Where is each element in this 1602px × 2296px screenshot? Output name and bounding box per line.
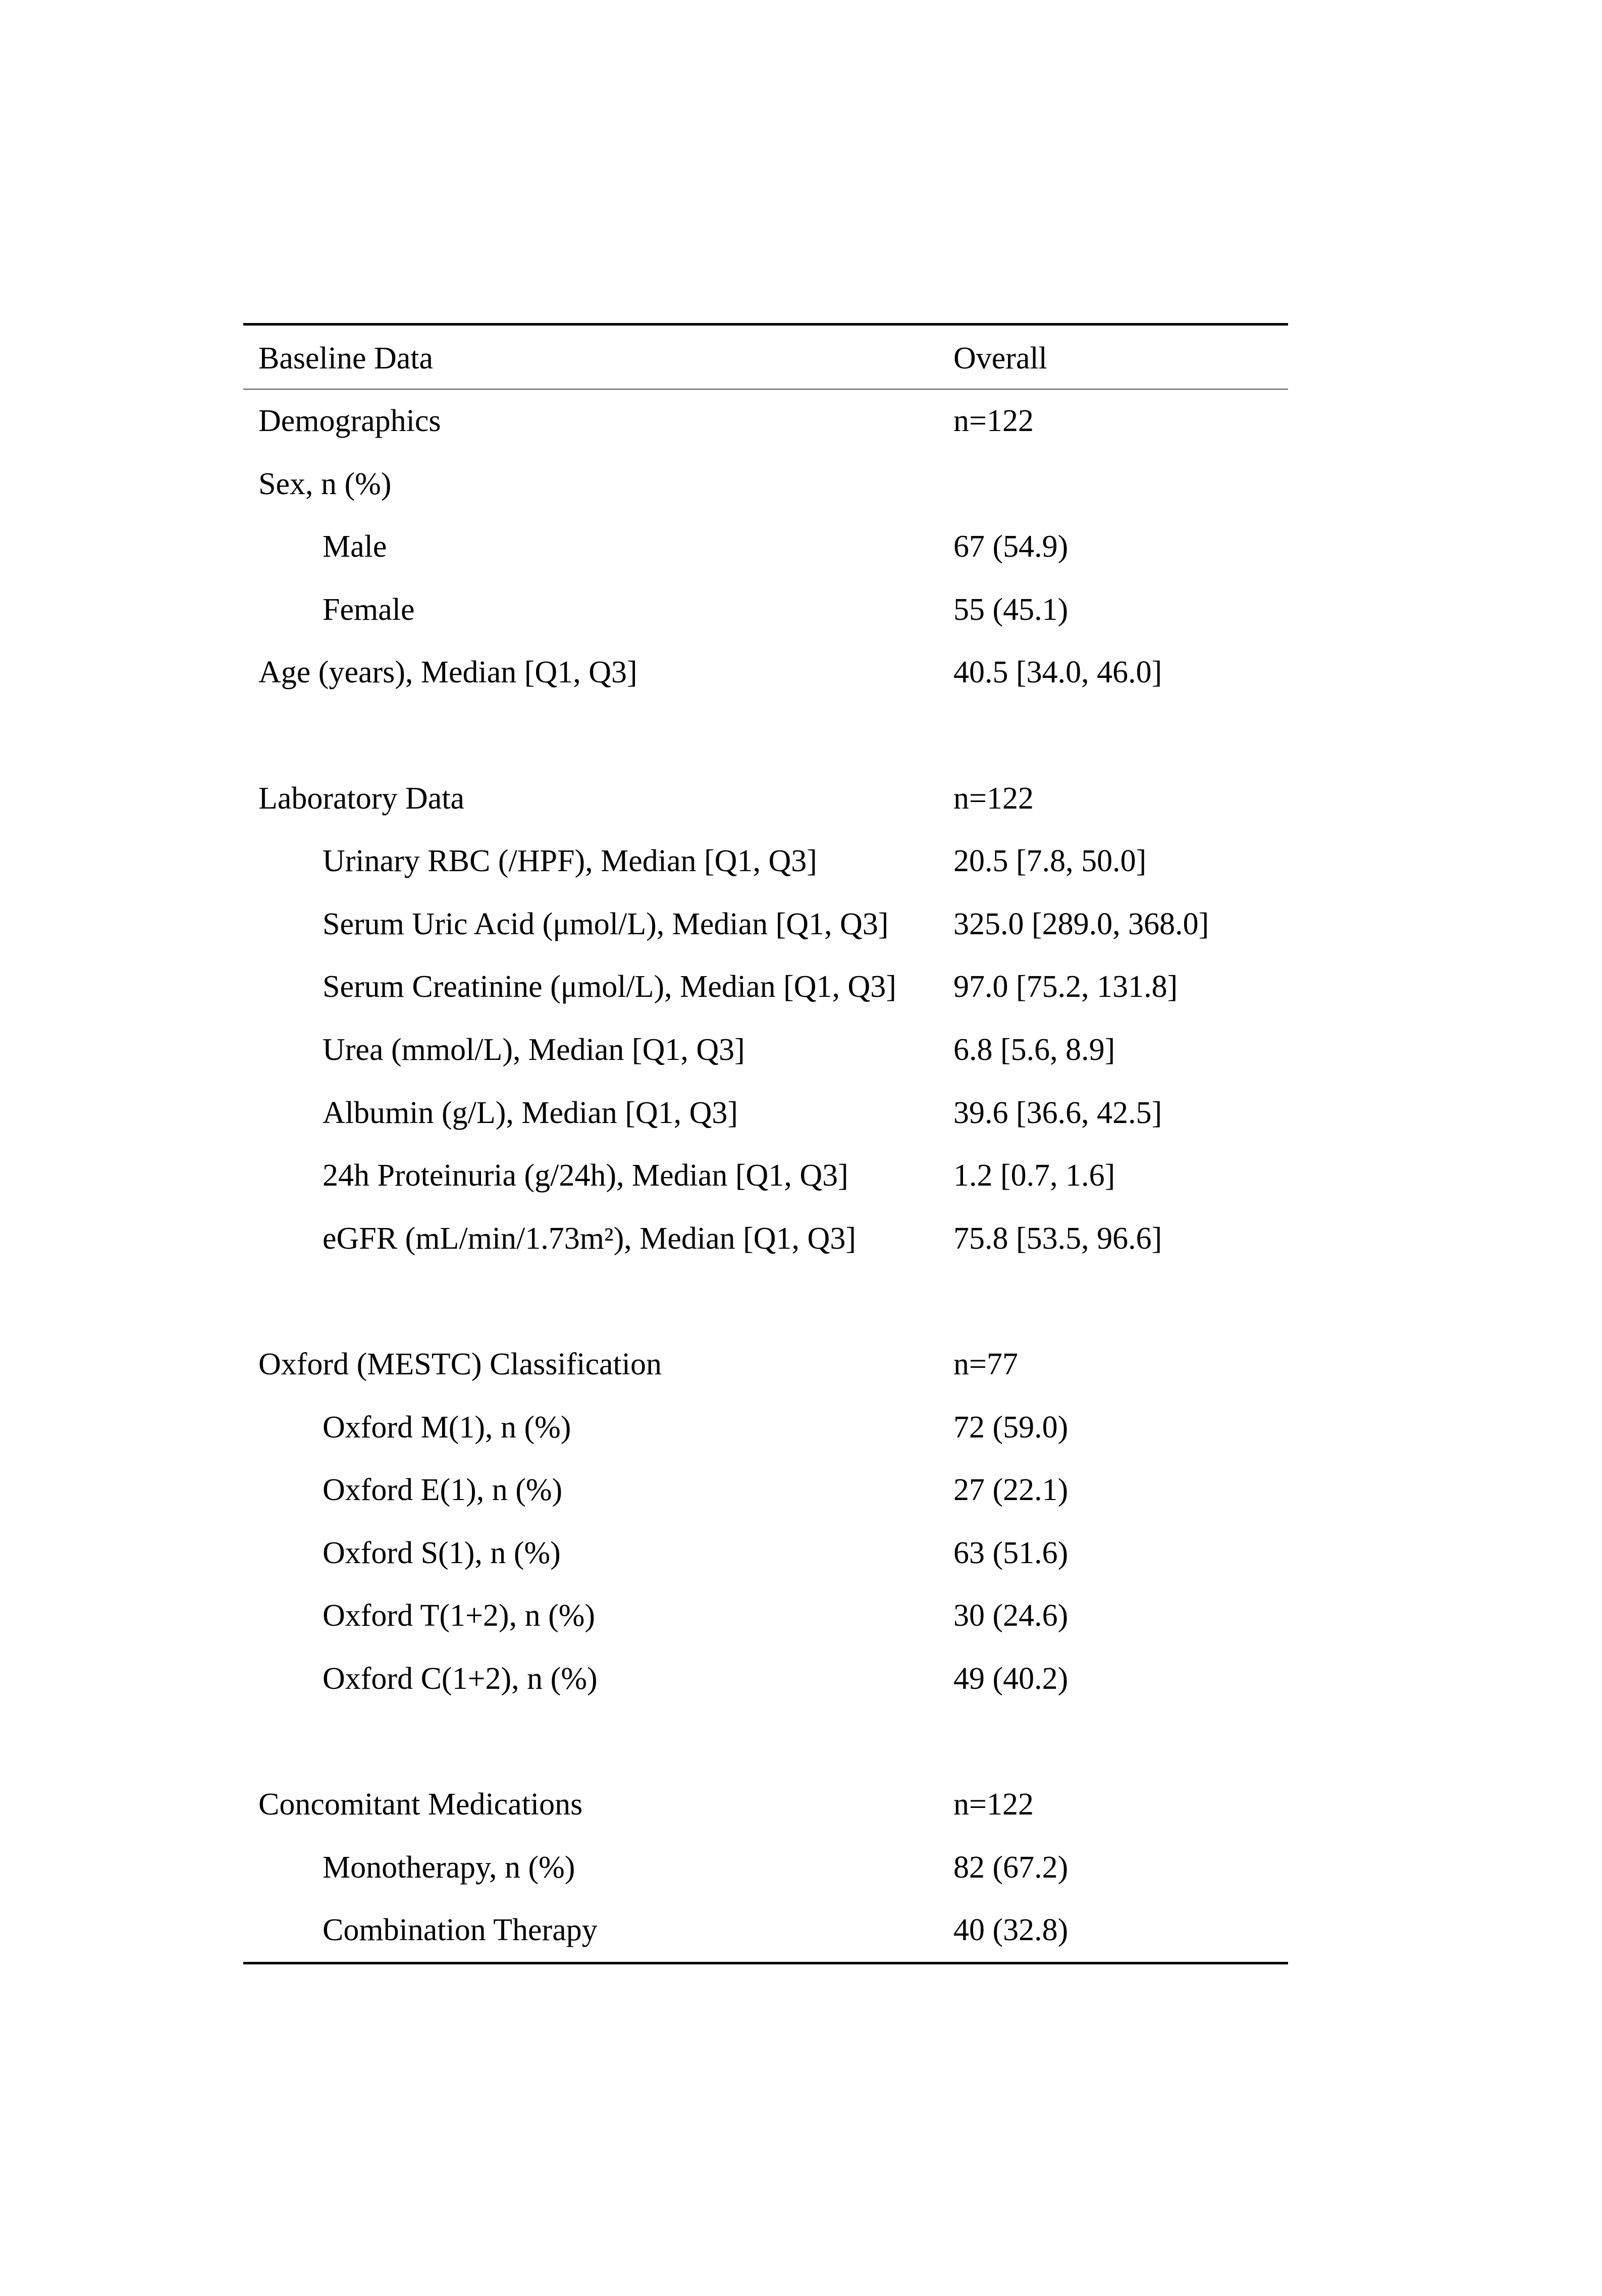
table-row	[243, 1396, 1288, 1459]
row-label: eGFR (mL/min/1.73m²), Median [Q1, Q3]	[323, 1221, 856, 1256]
row-label: Urinary RBC (/HPF), Median [Q1, Q3]	[323, 844, 817, 879]
row-value: 325.0 [289.0, 368.0]	[953, 906, 1209, 941]
row-value: 63 (51.6)	[953, 1535, 1069, 1570]
table-row	[243, 1333, 1288, 1396]
table-row	[243, 390, 1288, 453]
row-value: 75.8 [53.5, 96.6]	[953, 1221, 1162, 1256]
row-value: n=77	[953, 1347, 1018, 1381]
row-label: Serum Creatinine (μmol/L), Median [Q1, Q3]	[323, 970, 896, 1004]
row-label: Combination Therapy	[323, 1913, 598, 1948]
row-label: Serum Uric Acid (μmol/L), Median [Q1, Q3]	[323, 906, 889, 941]
table-row	[243, 767, 1288, 830]
row-label: Concomitant Medications	[258, 1787, 583, 1822]
row-value: 30 (24.6)	[953, 1598, 1069, 1633]
row-label: Sex, n (%)	[258, 466, 392, 501]
row-label: Female	[323, 592, 415, 627]
row-value: n=122	[953, 1787, 1034, 1822]
table-row	[243, 1459, 1288, 1522]
table-header-row	[243, 326, 1288, 389]
row-label: Oxford T(1+2), n (%)	[323, 1598, 596, 1633]
table-row	[243, 578, 1288, 642]
row-label: Age (years), Median [Q1, Q3]	[258, 655, 637, 690]
table-row	[243, 893, 1288, 956]
row-label: Laboratory Data	[258, 781, 464, 816]
row-value: 55 (45.1)	[953, 592, 1069, 627]
table-row	[243, 830, 1288, 893]
row-label: 24h Proteinuria (g/24h), Median [Q1, Q3]	[323, 1158, 848, 1193]
baseline-table	[243, 323, 1288, 1964]
table-row	[243, 1836, 1288, 1899]
table-row	[243, 1207, 1288, 1270]
row-value: 6.8 [5.6, 8.9]	[953, 1032, 1115, 1067]
header-label: Baseline Data	[258, 341, 434, 376]
header-value: Overall	[953, 341, 1047, 376]
row-value: 1.2 [0.7, 1.6]	[953, 1158, 1115, 1193]
table-row	[243, 1584, 1288, 1647]
table-row	[243, 955, 1288, 1019]
table-spacer-row	[243, 704, 1288, 767]
row-value: 82 (67.2)	[953, 1850, 1069, 1885]
table-bottom-rule	[243, 1962, 1288, 1964]
row-value: 40.5 [34.0, 46.0]	[953, 655, 1162, 690]
table-row	[243, 515, 1288, 578]
row-value: 39.6 [36.6, 42.5]	[953, 1095, 1162, 1130]
table-row	[243, 453, 1288, 516]
row-label: Demographics	[258, 404, 441, 438]
row-value: 67 (54.9)	[953, 529, 1069, 564]
row-label: Albumin (g/L), Median [Q1, Q3]	[323, 1095, 738, 1130]
table-row	[243, 1522, 1288, 1585]
row-label: Monotherapy, n (%)	[323, 1850, 575, 1885]
table-row	[243, 1773, 1288, 1836]
row-label: Oxford (MESTC) Classification	[258, 1347, 662, 1381]
row-value: 20.5 [7.8, 50.0]	[953, 844, 1147, 879]
table-row	[243, 1647, 1288, 1711]
table-body	[243, 390, 1288, 1962]
row-label: Oxford C(1+2), n (%)	[323, 1661, 598, 1696]
row-label: Oxford M(1), n (%)	[323, 1410, 571, 1445]
table-row	[243, 1019, 1288, 1082]
row-value: 49 (40.2)	[953, 1661, 1069, 1696]
row-value: 40 (32.8)	[953, 1913, 1069, 1948]
table-row	[243, 1144, 1288, 1207]
row-label: Oxford E(1), n (%)	[323, 1473, 563, 1508]
table-spacer-row	[243, 1710, 1288, 1773]
row-value: 27 (22.1)	[953, 1473, 1069, 1508]
table-row	[243, 641, 1288, 704]
row-value: n=122	[953, 404, 1034, 438]
table-row	[243, 1899, 1288, 1962]
table-spacer-row	[243, 1270, 1288, 1333]
row-label: Male	[323, 529, 387, 564]
row-label: Oxford S(1), n (%)	[323, 1535, 561, 1570]
row-value: n=122	[953, 781, 1034, 816]
row-value: 97.0 [75.2, 131.8]	[953, 970, 1178, 1004]
row-value: 72 (59.0)	[953, 1410, 1069, 1445]
row-label: Urea (mmol/L), Median [Q1, Q3]	[323, 1032, 745, 1067]
table-row	[243, 1082, 1288, 1145]
